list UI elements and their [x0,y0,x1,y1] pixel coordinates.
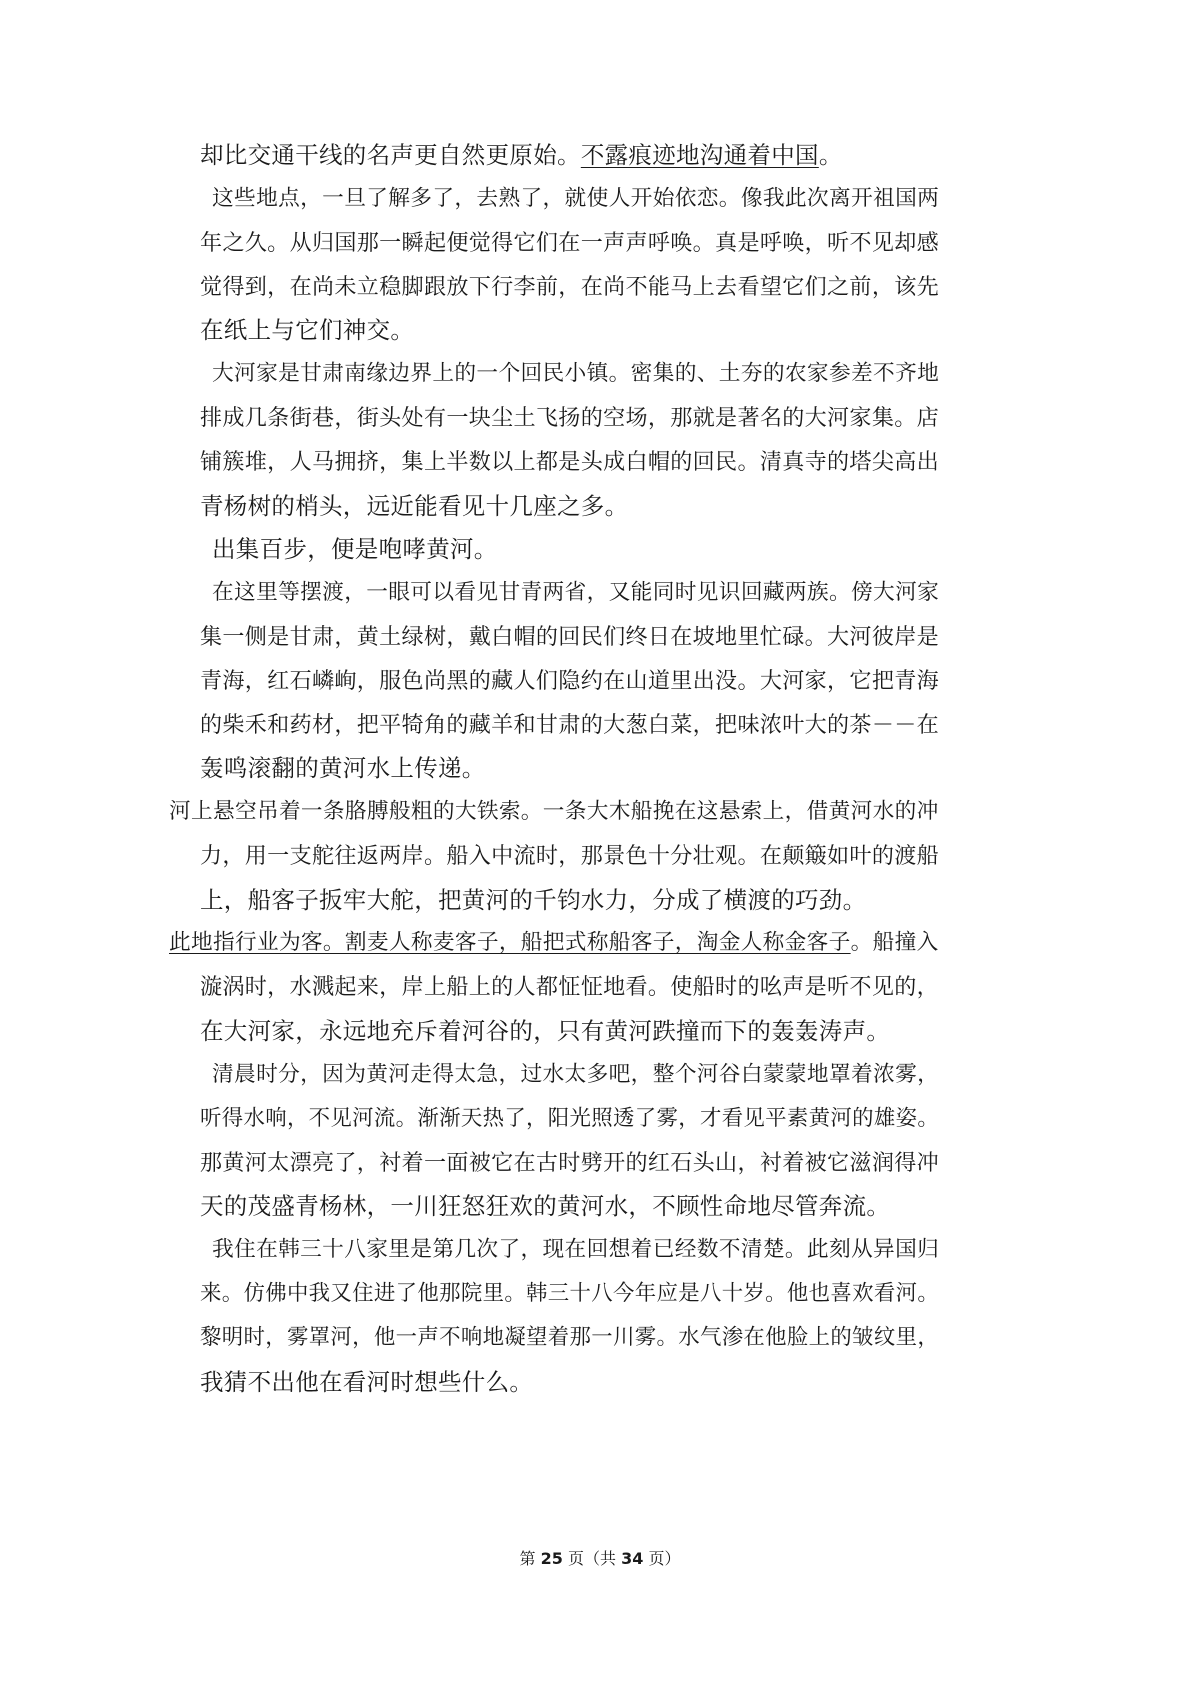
text-line: 清晨时分，因为黄河走得太急，过水太多吧，整个河谷白蒙蒙地罩着浓雾， [212,1062,940,1087]
text-line: 大河家是甘肃南缘边界上的一个回民小镇。密集的、土夯的农家参差不齐地 [212,361,940,386]
text-line: 出集百步，便是咆哮黄河。 [212,535,498,563]
text-line: 年之久。从归国那一瞬起便觉得它们在一声声呼唤。真是呼唤，听不见却感 [200,230,939,256]
text-line: 来。仿佛中我又住进了他那院里。韩三十八今年应是八十岁。他也喜欢看河。 [200,1281,940,1306]
page-footer: 第 25 页（共 34 页） [519,1549,681,1568]
text-line: 觉得到，在尚未立稳脚跟放下行李前，在尚不能马上去看望它们之前，该先 [200,274,939,300]
text-line: 轰鸣滚翻的黄河水上传递。 [200,754,486,782]
text-line: 集一侧是甘肃，黄土绿树，戴白帽的回民们终日在坡地里忙碌。大河彼岸是 [200,624,939,650]
text-line: 在纸上与它们神交。 [200,316,415,344]
text-line: 上，船客子扳牢大舵，把黄河的千钧水力，分成了横渡的巧劲。 [200,886,867,914]
text-line: 力，用一支舵往返两岸。船入中流时，那景色十分壮观。在颠簸如叶的渡船 [200,843,939,869]
underlined-phrase: 此地指行业为客。割麦人称麦客子，船把式称船客子，淘金人称金客子 [169,930,851,955]
text-line: 在大河家，永远地充斥着河谷的，只有黄河跌撞而下的轰轰涛声。 [200,1017,891,1045]
underlined-phrase: 不露痕迹地沟通着中国 [580,141,819,169]
text-line: 那黄河太漂亮了，衬着一面被它在古时劈开的红石头山，衬着被它滋润得冲 [200,1150,939,1176]
text-line: 排成几条街巷，街头处有一块尘土飞扬的空场，那就是著名的大河家集。店 [200,405,939,431]
text-line: 青杨树的梢头，远近能看见十几座之多。 [200,492,629,520]
text-line: 漩涡时，水溅起来，岸上船上的人都怔怔地看。使船时的吆声是听不见的， [200,974,939,1000]
text-line: 天的茂盛青杨林，一川狂怒狂欢的黄河水，不顾性命地尽管奔流。 [200,1192,891,1220]
text-line: 我猜不出他在看河时想些什么。 [200,1368,534,1396]
text-line: 却比交通干线的名声更自然更原始。不露痕迹地沟通着中国。 [200,141,843,169]
text-line: 的柴禾和药材，把平犄角的藏羊和甘肃的大葱白菜，把味浓叶大的茶－－在 [200,712,939,738]
total-pages: 34 [621,1549,644,1568]
text-line: 此地指行业为客。割麦人称麦客子，船把式称船客子，淘金人称金客子。船撞入 [169,930,939,955]
text-line: 在这里等摆渡，一眼可以看见甘青两省，又能同时见识回藏两族。傍大河家 [212,580,940,605]
text-line: 铺簇堆，人马拥挤，集上半数以上都是头成白帽的回民。清真寺的塔尖高出 [200,449,939,475]
text-line: 这些地点，一旦了解多了，去熟了，就使人开始依恋。像我此次离开祖国两 [212,186,940,211]
page-number: 25 [540,1549,563,1568]
text-line: 听得水响，不见河流。渐渐天热了，阳光照透了雾，才看见平素黄河的雄姿。 [200,1106,940,1131]
text-line: 我住在韩三十八家里是第几次了，现在回想着已经数不清楚。此刻从异国归 [212,1237,940,1262]
text-line: 河上悬空吊着一条胳膊般粗的大铁索。一条大木船挽在这悬索上，借黄河水的冲 [169,799,939,824]
text-line: 黎明时，雾罩河，他一声不响地凝望着那一川雾。水气渗在他脸上的皱纹里， [200,1325,940,1350]
text-line: 青海，红石嶙峋，服色尚黑的藏人们隐约在山道里出没。大河家，它把青海 [200,668,939,694]
